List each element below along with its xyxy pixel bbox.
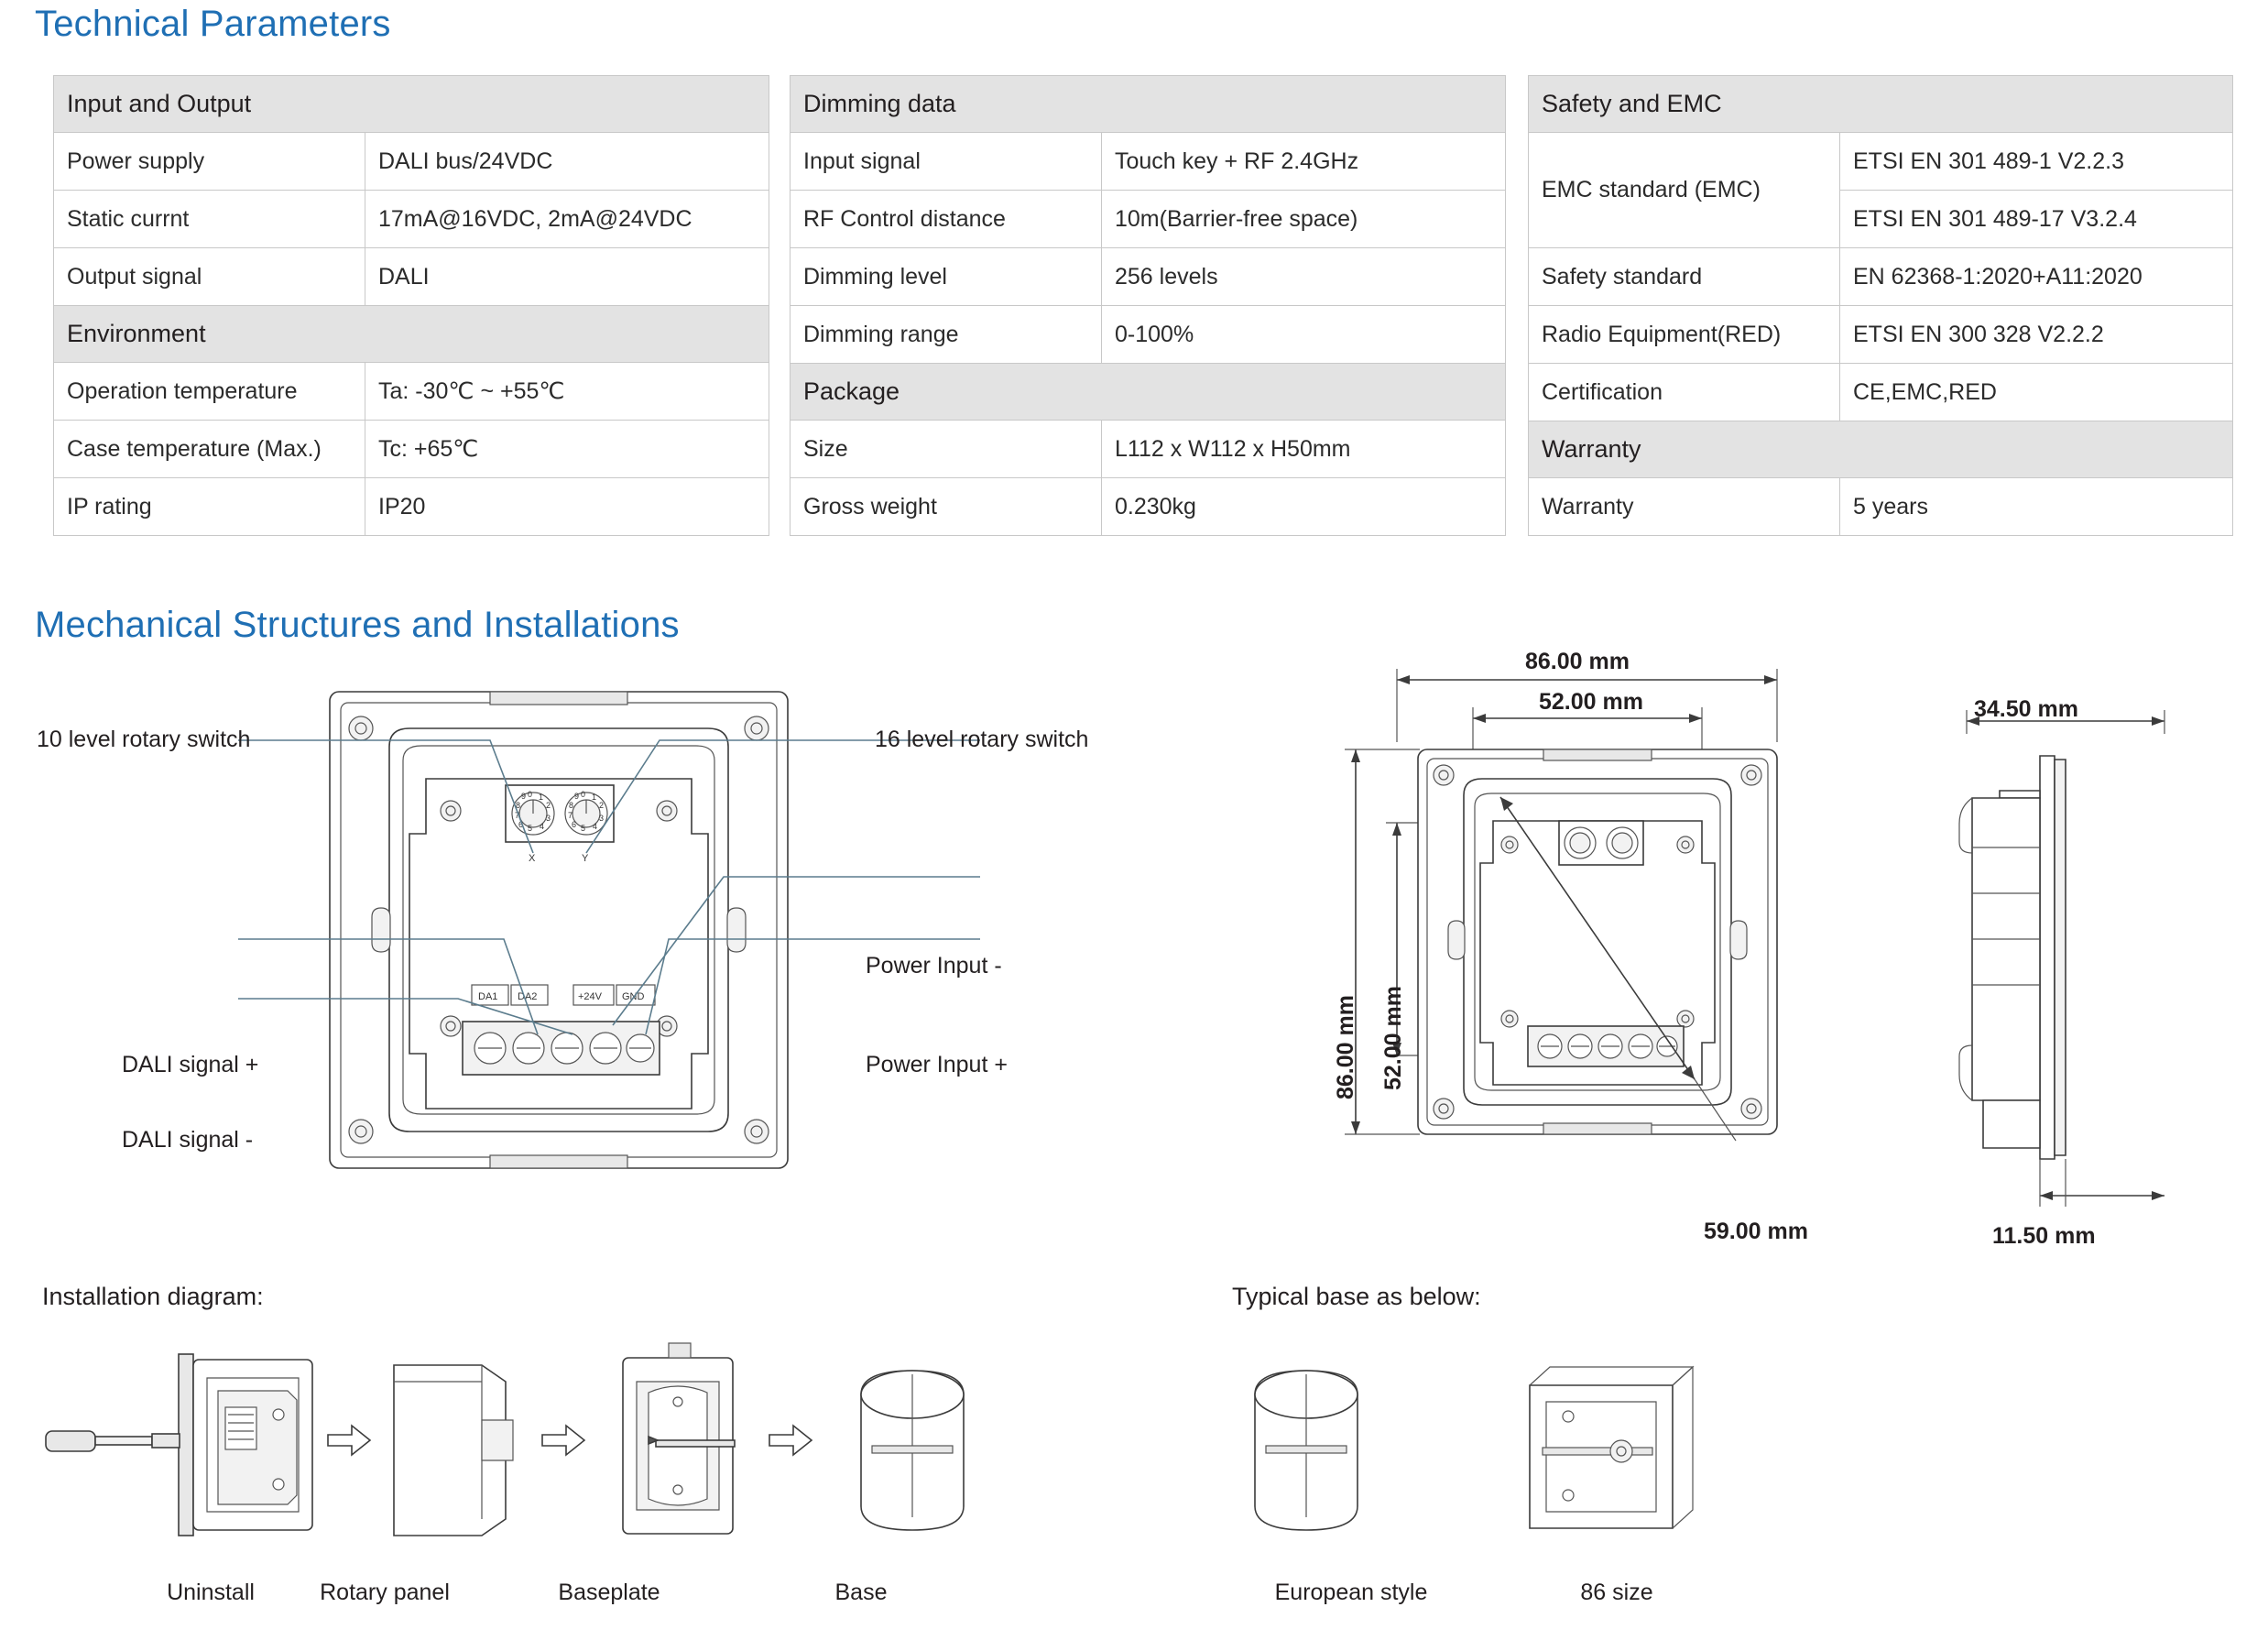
- device-dimension-view: [1310, 641, 1878, 1228]
- svg-text:+24V: +24V: [578, 991, 602, 1002]
- table-row: [1529, 364, 2233, 421]
- typical-base-svg: [1227, 1338, 1960, 1567]
- arrow-icon-1: [328, 1426, 370, 1455]
- table-row: [54, 363, 769, 421]
- cell-label: Safety standard: [1529, 248, 1840, 306]
- callout-lines: [229, 683, 989, 1196]
- cell-value: EN 62368-1:2020+A11:2020: [1840, 248, 2233, 306]
- cell-value: 0.230kg: [1102, 478, 1506, 536]
- cell-value: L112 x W112 x H50mm: [1102, 421, 1506, 478]
- table-dimming-data: [790, 75, 1506, 536]
- cell-value: 17mA@16VDC, 2mA@24VDC: [365, 191, 769, 248]
- device-side-view: [1919, 683, 2221, 1232]
- arrow-icon-3: [769, 1426, 812, 1455]
- install-step-base: [861, 1371, 964, 1530]
- table-header-package: Package: [791, 364, 1506, 421]
- svg-text:9: 9: [521, 792, 527, 801]
- table-header-dimming: Dimming data: [791, 76, 1506, 133]
- table-row-header: [1529, 421, 2233, 478]
- cell-label: Certification: [1529, 364, 1840, 421]
- cell-label: Operation temperature: [54, 363, 365, 421]
- table-row: [791, 248, 1506, 306]
- svg-text:DA2: DA2: [518, 991, 538, 1002]
- svg-text:6: 6: [518, 820, 524, 829]
- cell-value: 0-100%: [1102, 306, 1506, 364]
- table-row: [1529, 306, 2233, 364]
- table-header-safety: Safety and EMC: [1529, 76, 2233, 133]
- cell-value: IP20: [365, 478, 769, 536]
- dimension-width-inner: 52.00 mm: [1539, 689, 1643, 715]
- cell-value: ETSI EN 300 328 V2.2.2: [1840, 306, 2233, 364]
- base-86-size: [1530, 1367, 1693, 1528]
- svg-text:8: 8: [569, 801, 574, 810]
- cell-label: RF Control distance: [791, 191, 1102, 248]
- callout-power-input-plus: Power Input +: [866, 1052, 1008, 1077]
- svg-text:3: 3: [546, 814, 551, 823]
- svg-text:DA1: DA1: [478, 991, 498, 1002]
- svg-text:9: 9: [574, 792, 580, 801]
- svg-text:6: 6: [572, 820, 577, 829]
- cell-label: Static currnt: [54, 191, 365, 248]
- cell-value: 256 levels: [1102, 248, 1506, 306]
- cell-value: 5 years: [1840, 478, 2233, 536]
- table-row: [54, 133, 769, 191]
- table-header-input-output: Input and Output: [54, 76, 769, 133]
- table-row-header: [54, 76, 769, 133]
- cell-label: Warranty: [1529, 478, 1840, 536]
- table-row: [791, 478, 1506, 536]
- cell-label: Dimming range: [791, 306, 1102, 364]
- svg-text:5: 5: [528, 824, 533, 833]
- svg-text:2: 2: [599, 801, 605, 810]
- table-row-header: [791, 76, 1506, 133]
- table-row: [1529, 133, 2233, 191]
- table-row: [54, 478, 769, 536]
- table-row: [54, 191, 769, 248]
- caption-european-style: European style: [1274, 1580, 1428, 1605]
- caption-rotary-panel: Rotary panel: [320, 1580, 450, 1605]
- installation-steps: [37, 1338, 1044, 1567]
- cell-value: Ta: -30℃ ~ +55℃: [365, 363, 769, 421]
- caption-base: Base: [834, 1580, 888, 1605]
- table-row: [54, 248, 769, 306]
- cell-label: Gross weight: [791, 478, 1102, 536]
- svg-text:7: 7: [515, 811, 520, 820]
- callout-dali-signal-plus: DALI signal +: [122, 1052, 259, 1077]
- svg-text:4: 4: [593, 822, 598, 831]
- svg-text:1: 1: [592, 793, 597, 802]
- table-row-header: [1529, 76, 2233, 133]
- cell-value: ETSI EN 301 489-1 V2.2.3: [1840, 133, 2233, 191]
- table-row: [1529, 248, 2233, 306]
- dimension-diagonal: 59.00 mm: [1704, 1219, 1808, 1244]
- dimension-height-inner: 52.00 mm: [1380, 986, 1406, 1090]
- typical-base-title: Typical base as below:: [1232, 1283, 1481, 1310]
- callout-dali-signal-minus: DALI signal -: [122, 1127, 254, 1153]
- cell-value: Tc: +65℃: [365, 421, 769, 478]
- table-row: [791, 191, 1506, 248]
- table-row: [791, 421, 1506, 478]
- dimension-view-svg: [1310, 641, 1878, 1228]
- dimension-width-outer: 86.00 mm: [1525, 649, 1630, 674]
- svg-text:1: 1: [539, 793, 544, 802]
- table-input-output: [53, 75, 769, 536]
- cell-label: Dimming level: [791, 248, 1102, 306]
- label-rotary-x: X: [529, 853, 536, 864]
- install-step-rotary-panel: [394, 1365, 513, 1536]
- caption-86-size: 86 size: [1580, 1580, 1653, 1605]
- typical-base-figures: [1227, 1338, 1960, 1567]
- callout-16-level-rotary-switch: 16 level rotary switch: [875, 727, 1089, 752]
- svg-text:8: 8: [516, 801, 521, 810]
- technical-parameters-title: Technical Parameters: [35, 4, 391, 44]
- cell-label: Case temperature (Max.): [54, 421, 365, 478]
- mechanical-section-title: Mechanical Structures and Installations: [35, 605, 680, 645]
- cell-value: DALI: [365, 248, 769, 306]
- table-row: [791, 306, 1506, 364]
- install-step-baseplate: [623, 1343, 735, 1534]
- cell-value: CE,EMC,RED: [1840, 364, 2233, 421]
- table-row-header: [791, 364, 1506, 421]
- cell-label: Size: [791, 421, 1102, 478]
- svg-text:0: 0: [528, 790, 533, 799]
- callout-10-level-rotary-switch: 10 level rotary switch: [37, 727, 251, 752]
- dimension-height-outer: 86.00 mm: [1333, 995, 1358, 1099]
- caption-baseplate: Baseplate: [558, 1580, 660, 1605]
- cell-label: Power supply: [54, 133, 365, 191]
- svg-text:0: 0: [581, 790, 586, 799]
- label-rotary-y: Y: [582, 853, 589, 864]
- installation-diagram-title: Installation diagram:: [42, 1283, 264, 1310]
- base-european-style: [1255, 1371, 1358, 1530]
- cell-label: Output signal: [54, 248, 365, 306]
- side-view-svg: [1919, 683, 2221, 1232]
- caption-uninstall: Uninstall: [167, 1580, 255, 1605]
- arrow-icon-2: [542, 1426, 584, 1455]
- cell-value: 10m(Barrier-free space): [1102, 191, 1506, 248]
- cell-label: Input signal: [791, 133, 1102, 191]
- cell-value: ETSI EN 301 489-17 V3.2.4: [1840, 191, 2233, 248]
- cell-value: DALI bus/24VDC: [365, 133, 769, 191]
- svg-text:2: 2: [546, 801, 551, 810]
- svg-text:4: 4: [540, 822, 545, 831]
- cell-label-emc: EMC standard (EMC): [1529, 133, 1840, 248]
- table-row: [1529, 478, 2233, 536]
- installation-steps-svg: [37, 1338, 1044, 1567]
- svg-text:5: 5: [581, 824, 586, 833]
- cell-label: IP rating: [54, 478, 365, 536]
- install-step-uninstall: [46, 1354, 312, 1536]
- cell-label: Radio Equipment(RED): [1529, 306, 1840, 364]
- table-row: [791, 133, 1506, 191]
- svg-text:3: 3: [599, 814, 605, 823]
- callout-power-input-minus: Power Input -: [866, 953, 1002, 978]
- cell-value: Touch key + RF 2.4GHz: [1102, 133, 1506, 191]
- svg-text:7: 7: [568, 811, 573, 820]
- dimension-depth-total: 34.50 mm: [1974, 696, 2078, 722]
- dimension-depth-front: 11.50 mm: [1992, 1223, 2096, 1249]
- table-header-warranty: Warranty: [1529, 421, 2233, 478]
- svg-text:GND: GND: [622, 991, 645, 1002]
- table-safety-emc: [1528, 75, 2233, 536]
- table-row: [54, 421, 769, 478]
- table-row-header: [54, 306, 769, 363]
- table-header-environment: Environment: [54, 306, 769, 363]
